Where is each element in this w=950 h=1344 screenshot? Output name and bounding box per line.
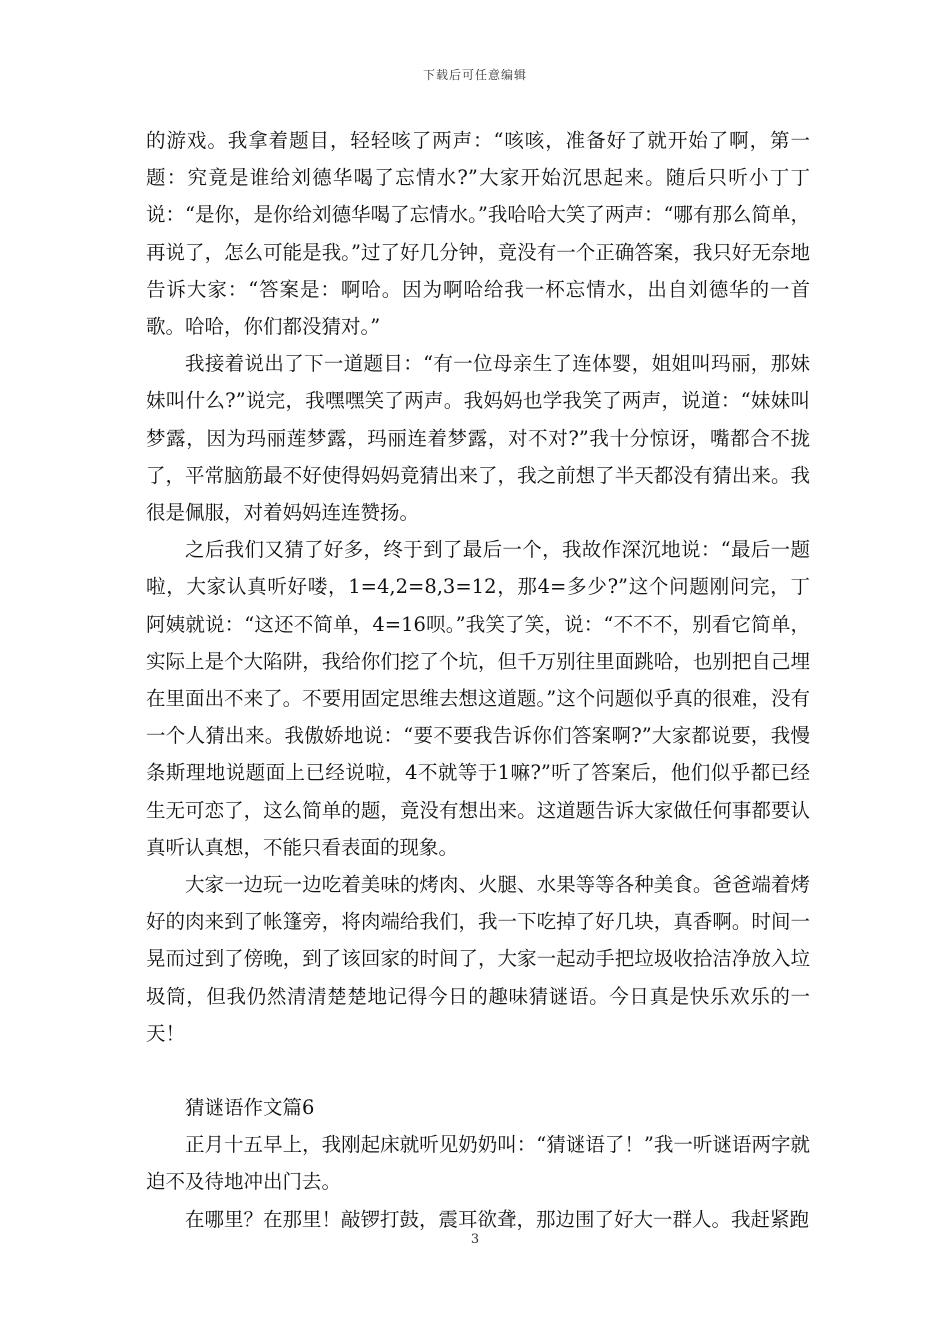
paragraph: 之后我们又猜了好多，终于到了最后一个，我故作深沉地说：“最后一题啦，大家认真听好喽，1=4,2=8,3=12，那4=多少?”这个问题刚问完，丁阿姨就说：“这还不简单，4=16呗。”我笑了笑，说：“不不不，别看它简单，实际上是个大陷阱，我给你们挖了个坑，但千万别往里面跳哈，也别把自己埋在里面出不来了。不要用固定思维去想这道题。”这个问题似乎真的很难，没有一个人猜出来。我傲娇地说：“要不要我告诉你们答案啊?”大家都说要，我慢条斯理地说题面上已经说啦，4不就等于1嘛?”听了答案后，他们似乎都已经生无可恋了，这么简单的题，竟没有想出来。这道题告诉大家做任何事都要认真听认真想，不能只看表面的现象。 — [146, 538, 810, 859]
paragraph: 的游戏。我拿着题目，轻轻咳了两声：“咳咳，准备好了就开始了啊，第一题：究竟是谁给刘德华喝了忘情水?”大家开始沉思起来。随后只听小丁丁说：“是你，是你给刘德华喝了忘情水。”我哈哈大笑了两声：“哪有那么简单，再说了，怎么可能是我。”过了好几分钟，竟没有一个正确答案，我只好无奈地告诉大家：“答案是：啊哈。因为啊哈给我一杯忘情水，出自刘德华的一首歌。哈哈，你们都没猜对。” — [146, 129, 810, 339]
paragraph: 在哪里？在那里！敲锣打鼓，震耳欲聋，那边围了好大一群人。我赶紧跑 — [185, 1207, 810, 1231]
document-body — [146, 122, 810, 1238]
blank-line — [146, 1052, 810, 1089]
page-header: 下载后可任意编辑 — [422, 68, 527, 82]
section-title: 猜谜语作文篇6 — [185, 1096, 315, 1120]
page-number: 3 — [470, 1232, 480, 1247]
paragraph: 正月十五早上，我刚起床就听见奶奶叫：“猜谜语了！”我一听谜语两字就迫不及待地冲出门去。 — [146, 1133, 810, 1194]
paragraph: 大家一边玩一边吃着美味的烤肉、火腿、水果等等各种美食。爸爸端着烤好的肉来到了帐篷旁，将肉端给我们，我一下吃掉了好几块，真香啊。时间一晃而过到了傍晚，到了该回家的时间了，大家一起动手把垃圾收拾洁净放入垃圾筒，但我仍然清清楚楚地记得今日的趣味猜谜语。今日真是快乐欢乐的一天！ — [146, 873, 810, 1045]
paragraph: 我接着说出了下一道题目：“有一位母亲生了连体婴，姐姐叫玛丽，那妹妹叫什么?”说完，我嘿嘿笑了两声。我妈妈也学我笑了两声，说道：“妹妹叫梦露，因为玛丽莲梦露，玛丽连着梦露，对不对?”我十分惊讶，嘴都合不拢了，平常脑筋最不好使得妈妈竟猜出来了，我之前想了半天都没有猜出来。我很是佩服，对着妈妈连连赞扬。 — [146, 352, 810, 525]
